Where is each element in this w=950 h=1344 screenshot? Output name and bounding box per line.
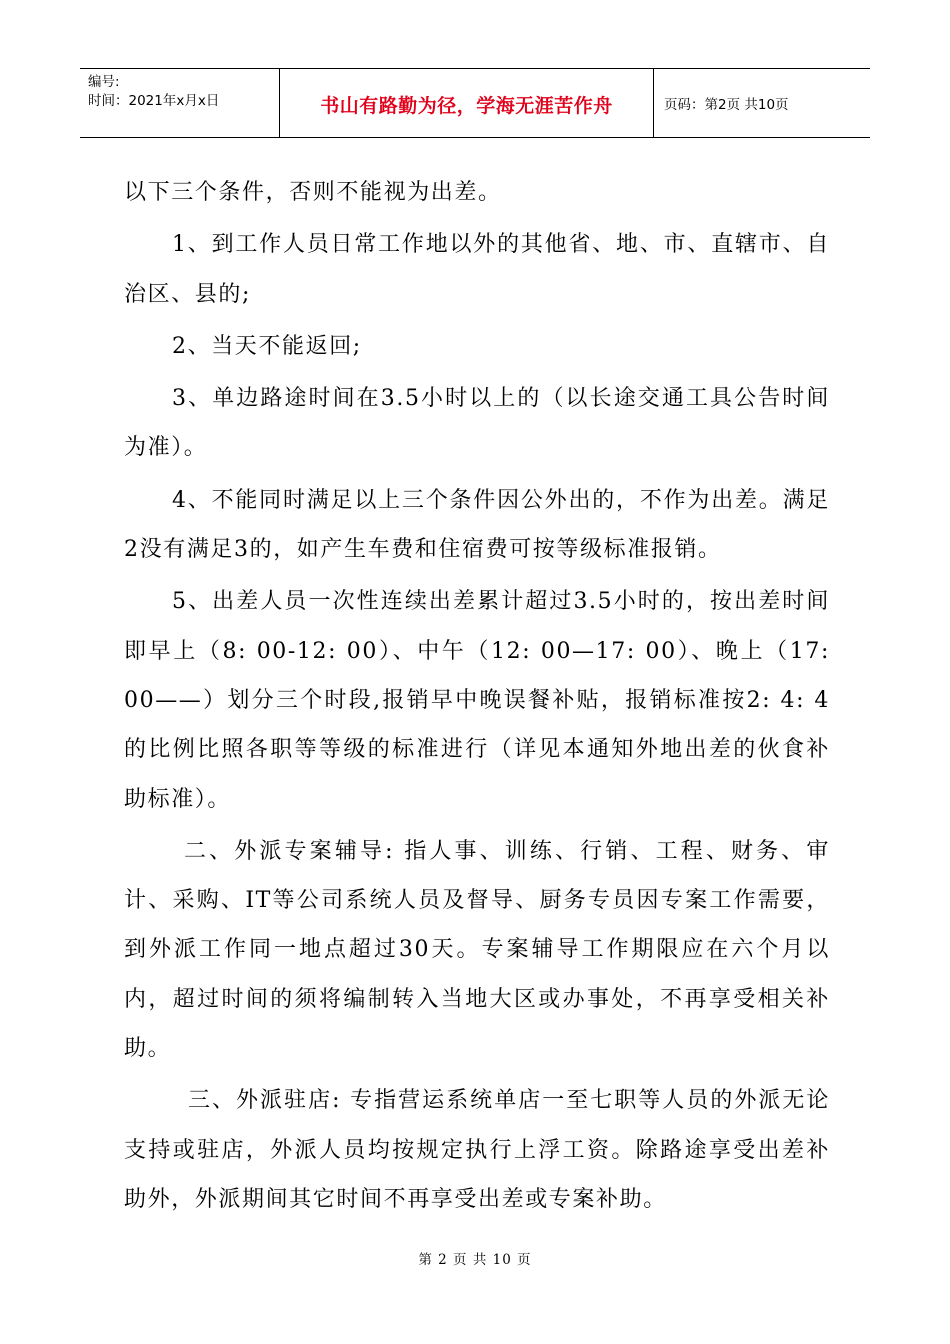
document-date: 时间：2021年x月x日 [88,93,220,109]
header-motto: 书山有路勤为径，学海无涯苦作舟 [320,94,613,117]
paragraph: 1、到工作人员日常工作地以外的其他省、地、市、直辖市、自治区、县的; [124,232,830,307]
page-header [80,68,870,138]
paragraph: 4、不能同时满足以上三个条件因公外出的，不作为出差。满足2没有满足3的，如产生车费和住宿费可按等级标准报销。 [124,487,830,563]
paragraph: 5、出差人员一次性连续出差累计超过3.5小时的，按出差时间即早上（8: 00-12: 00）、中午（12: 00—17: 00）、晚上（17: 00——）划分三个时段,报销早中晚误餐补贴，报销标准按2: 4: 4的比例比照各职等等级的标准进行（详见本通知外地出差的伙食补助标准）。 [124,589,830,812]
paragraph: 3、单边路途时间在3.5小时以上的（以长途交通工具公告时间为准）。 [124,386,830,461]
page-footer: 第 2 页 共 10 页 [418,1252,532,1268]
document-body [124,168,830,1224]
paragraph: 二、外派专案辅导: 指人事、训练、行销、工程、财务、审计、采购、IT等公司系统人员及督导、厨务专员因专案工作需要，到外派工作同一地点超过30天。专案辅导工作期限应在六个月以内，超过时间的须将编制转入当地大区或办事处，不再享受相关补助。 [124,838,830,1062]
header-page-number: 页码：第2页 共10页 [664,97,789,113]
paragraph: 以下三个条件，否则不能视为出差。 [124,180,502,205]
header-page-cell [654,69,870,137]
document-number-label: 编号: [88,74,120,90]
header-motto-cell [280,69,654,137]
paragraph: 三、外派驻店: 专指营运系统单店一至七职等人员的外派无论支持或驻店，外派人员均按规定执行上浮工资。除路途享受出差补助外，外派期间其它时间不再享受出差或专案补助。 [124,1088,830,1212]
paragraph: 2、当天不能返回; [172,333,362,359]
header-meta [80,69,280,137]
